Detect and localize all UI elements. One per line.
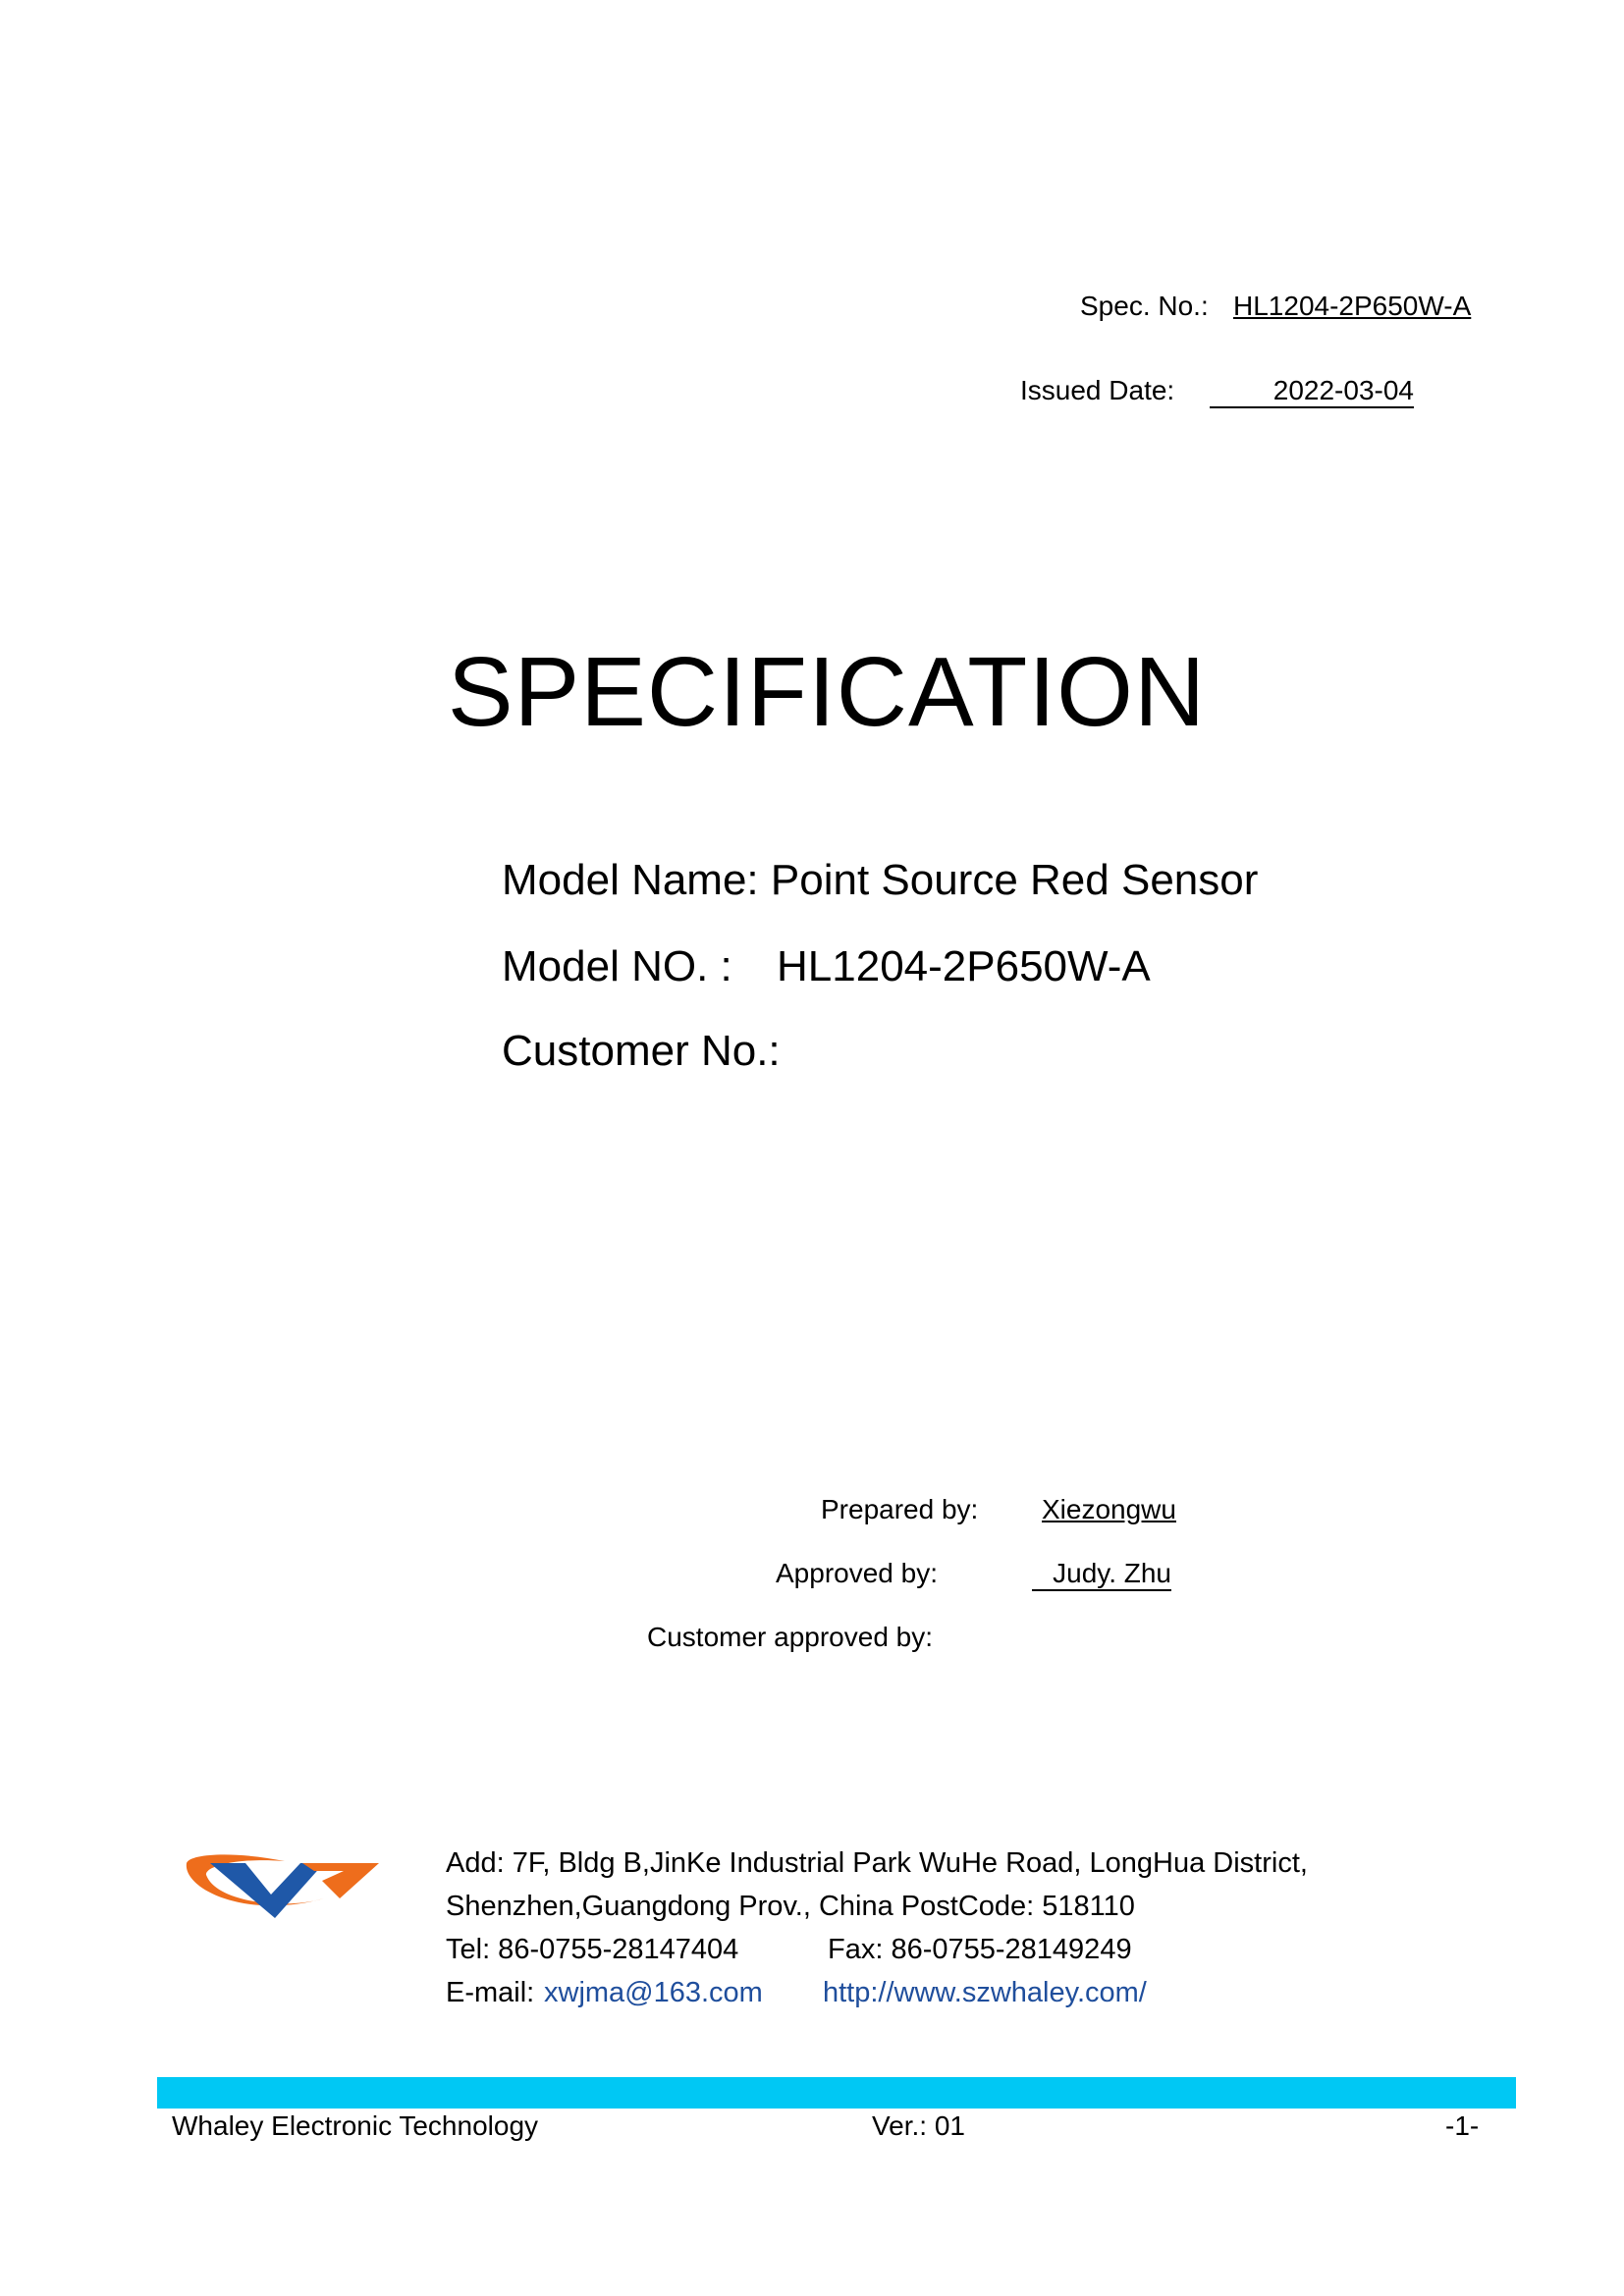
approved-by-label: Approved by: [776, 1558, 938, 1588]
prepared-by-label: Prepared by: [821, 1494, 979, 1524]
approved-by-value: Judy. Zhu [1032, 1558, 1171, 1591]
email-link[interactable]: xwjma@163.com [544, 1977, 763, 2008]
issued-date-value: 2022-03-04 [1210, 375, 1414, 408]
footer-company: Whaley Electronic Technology [172, 2110, 539, 2141]
model-no-value: HL1204-2P650W-A [777, 942, 1151, 990]
page-title: SPECIFICATION [447, 637, 1207, 747]
footer-version: Ver.: 01 [872, 2110, 965, 2141]
model-no-label: Model NO. : [502, 942, 732, 990]
issued-date-label: Issued Date: [1020, 375, 1175, 405]
model-name-line: Model Name: Point Source Red Sensor [502, 856, 1259, 904]
page-number: -1- [1445, 2110, 1480, 2141]
company-logo-icon [177, 1842, 383, 1930]
spec-no-value: HL1204-2P650W-A [1233, 291, 1472, 321]
customer-no-label: Customer No.: [502, 1027, 781, 1075]
email-label: E-mail: [446, 1977, 535, 2008]
prepared-by-value: Xiezongwu [1042, 1494, 1176, 1524]
company-logo [177, 1842, 383, 1930]
website-link[interactable]: http://www.szwhaley.com/ [823, 1977, 1147, 2008]
customer-approved-label: Customer approved by: [647, 1622, 934, 1652]
telephone: Tel: 86-0755-28147404 [446, 1934, 739, 1965]
footer-bar [157, 2077, 1516, 2109]
address-line-2: Shenzhen,Guangdong Prov., China PostCode: 518110 [446, 1891, 1135, 1922]
fax: Fax: 86-0755-28149249 [828, 1934, 1132, 1965]
model-no-line [502, 942, 1151, 991]
address-line-1: Add: 7F, Bldg B,JinKe Industrial Park WuHe Road, LongHua District, [446, 1847, 1308, 1879]
spec-no-label: Spec. No.: [1080, 291, 1209, 321]
